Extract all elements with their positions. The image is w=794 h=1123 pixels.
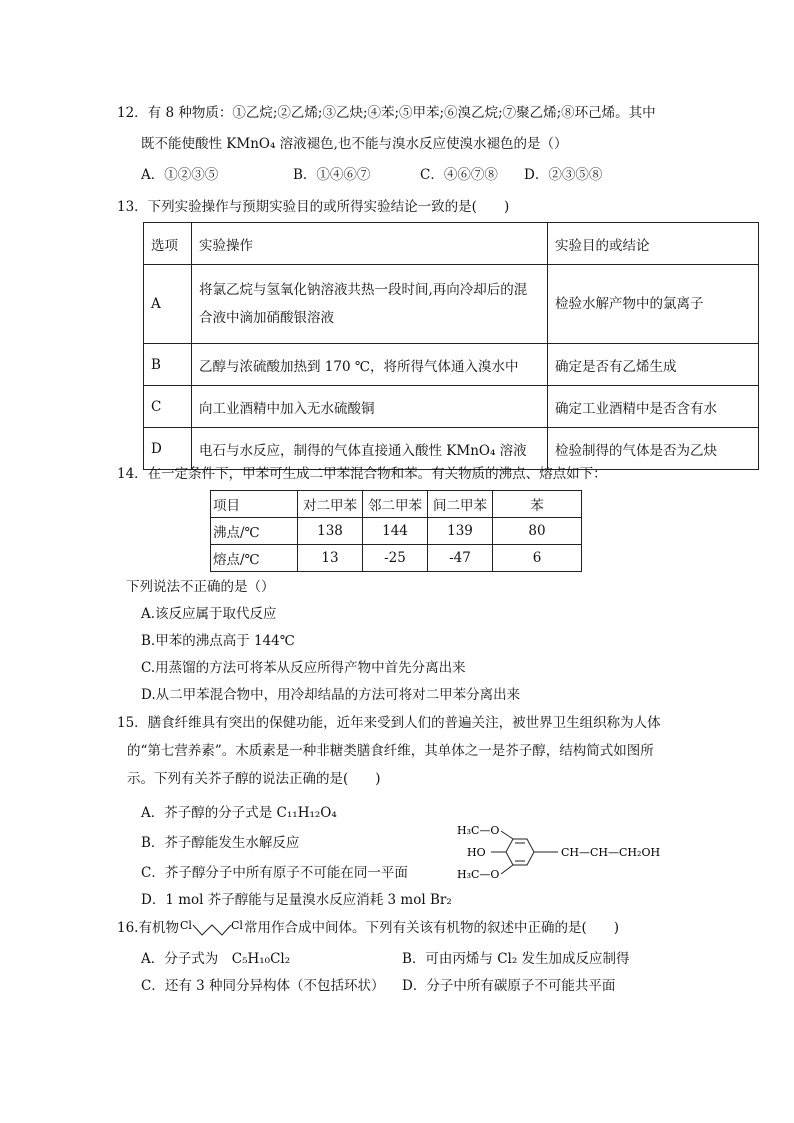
q14-option-d: D.从二甲苯混合物中，用冷却结晶的方法可将对二甲苯分离出来 [141, 687, 521, 703]
row-label: 沸点/℃ [211, 518, 298, 545]
header-item: 项目 [211, 491, 298, 518]
header-meta-xylene: 间二甲苯 [428, 491, 493, 518]
dichloropentane-skeletal-structure [180, 917, 246, 939]
structure-bottom-methoxy: H₃C—O [457, 868, 500, 881]
q16-stem: 常用作合成中间体。下列有关该有机物的叙述中正确的是( ) [244, 920, 620, 936]
q12-stem-line1: 12．有 8 种物质：①乙烷;②乙烯;③乙炔;④苯;⑤甲苯;⑥溴乙烷;⑦聚乙烯;⑧环己烯。其中 [117, 105, 656, 121]
q15-stem-line3: 示。下列有关芥子醇的说法正确的是( ) [127, 771, 381, 787]
row-option: B [144, 344, 192, 386]
row-operation [192, 265, 548, 344]
table-row [144, 344, 759, 386]
row-operation: 乙醇与浓硫酸加热到 170 ℃，将所得气体通入溴水中 [192, 344, 548, 386]
row-operation: 向工业酒精中加入无水硫酸铜 [192, 386, 548, 428]
structure-hydroxyl: HO [467, 846, 486, 859]
header-para-xylene: 对二甲苯 [298, 491, 363, 518]
row-operation: 电石与水反应，制得的气体直接通入酸性 KMnO₄ 溶液 [192, 428, 548, 470]
structure-side-chain: CH—CH—CH₂OH [561, 846, 661, 859]
q13-table [143, 222, 759, 470]
cell-value: -25 [363, 545, 428, 572]
header-benzene: 苯 [493, 491, 582, 518]
q16-option-c: C．还有 3 种同分异构体（不包括环状） [141, 978, 385, 994]
q15-stem-line2: 的“第七营养素”。木质素是一种非糖类膳食纤维，其单体之一是芥子醇，结构简式如图所 [127, 743, 654, 759]
cell-value: 144 [363, 518, 428, 545]
q16-prefix: 16.有机物 [117, 920, 179, 936]
row-operation-line2: 合液中滴加硝酸银溶液 [199, 310, 334, 326]
row-option: D [144, 428, 192, 470]
structure-cl-right: Cl [231, 919, 243, 932]
q15-stem-line1: 15．膳食纤维具有突出的保健功能，近年来受到人们的普遍关注，被世界卫生组织称为人体 [117, 715, 661, 731]
benzene-ring-icon [491, 831, 558, 874]
cell-value: -47 [428, 545, 493, 572]
q15-option-a: A．芥子醇的分子式是 C₁₁H₁₂O₄ [141, 805, 337, 821]
cell-value: 138 [298, 518, 363, 545]
table-row [144, 386, 759, 428]
q14-table [210, 490, 582, 572]
q14-option-c: C.用蒸馏的方法可将苯从反应所得产物中首先分离出来 [141, 660, 466, 676]
zigzag-chain-icon [193, 925, 231, 935]
cell-value: 13 [298, 545, 363, 572]
header-ortho-xylene: 邻二甲苯 [363, 491, 428, 518]
table-row [211, 518, 582, 545]
q15-option-b: B．芥子醇能发生水解反应 [141, 835, 300, 851]
table-row [144, 265, 759, 344]
q14-question: 下列说法不正确的是（） [126, 579, 275, 595]
header-operation: 实验操作 [192, 223, 548, 265]
row-conclusion: 检验水解产物中的氯离子 [548, 265, 759, 344]
row-operation-line1: 将氯乙烷与氢氧化钠溶液共热一段时间,再向冷却后的混 [199, 282, 528, 298]
q14-option-a: A.该反应属于取代反应 [141, 606, 277, 622]
row-option: C [144, 386, 192, 428]
header-option: 选项 [144, 223, 192, 265]
q12-option-d: D．②③⑤⑧ [524, 167, 603, 183]
q12-option-c: C．④⑥⑦⑧ [420, 167, 498, 183]
cell-value: 6 [493, 545, 582, 572]
table-row [211, 545, 582, 572]
q12-stem-line2: 既不能使酸性 KMnO₄ 溶液褪色,也不能与溴水反应使溴水褪色的是（） [141, 136, 568, 152]
q16-option-b: B．可由丙烯与 Cl₂ 发生加成反应制得 [402, 951, 630, 967]
sinapyl-alcohol-structure [455, 820, 695, 884]
q12-option-a: A．①②③⑤ [141, 167, 219, 183]
q14-stem: 14．在一定条件下，甲苯可生成二甲苯混合物和苯。有关物质的沸点、熔点如下： [117, 466, 607, 482]
table-header-row [144, 223, 759, 265]
row-label: 熔点/℃ [211, 545, 298, 572]
q12-option-b: B．①④⑥⑦ [293, 167, 371, 183]
header-conclusion: 实验目的或结论 [548, 223, 759, 265]
row-option: A [144, 265, 192, 344]
q14-option-b: B.甲苯的沸点高于 144℃ [141, 633, 295, 649]
table-header-row [211, 491, 582, 518]
row-conclusion: 确定是否有乙烯生成 [548, 344, 759, 386]
cell-value: 80 [493, 518, 582, 545]
q15-option-d: D．1 mol 芥子醇能与足量溴水反应消耗 3 mol Br₂ [141, 892, 452, 908]
q16-option-a: A．分子式为 C₅H₁₀Cl₂ [141, 951, 291, 967]
structure-top-methoxy: H₃C—O [457, 824, 500, 837]
row-conclusion: 确定工业酒精中是否含有水 [548, 386, 759, 428]
row-conclusion: 检验制得的气体是否为乙炔 [548, 428, 759, 470]
q13-stem: 13．下列实验操作与预期实验目的或所得实验结论一致的是( ) [117, 199, 510, 215]
q16-option-d: D．分子中所有碳原子不可能共平面 [402, 978, 616, 994]
q15-option-c: C．芥子醇分子中所有原子不可能在同一平面 [141, 865, 408, 881]
table-row [144, 428, 759, 470]
cell-value: 139 [428, 518, 493, 545]
structure-cl-left: Cl [180, 919, 192, 932]
